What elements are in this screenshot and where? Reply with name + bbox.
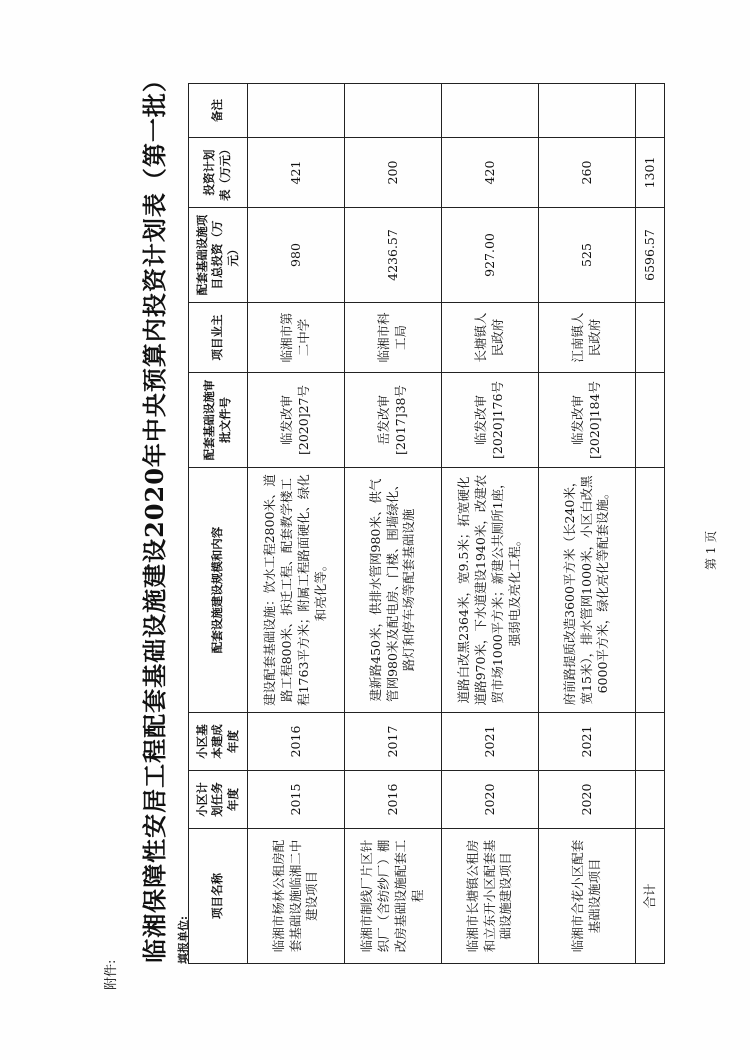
attachment-label: 附件: [104, 959, 119, 990]
header-name: 项目名称 [189, 829, 248, 964]
project-name: 临湘市制线厂片区针织厂（含纺纱厂）棚改房基础设施配套工程 [345, 829, 442, 964]
owner: 长塘镇人民政府 [442, 303, 539, 373]
table-row [442, 84, 539, 964]
empty-cell [636, 84, 665, 138]
build-year: 2017 [345, 713, 442, 771]
note [248, 84, 345, 138]
build-year: 2016 [248, 713, 345, 771]
scale-content: 建新路450米，供排水管网980米、供气管网980米及配电房、门楼、围墙绿化、路灯和停车场等配套基础设施 [345, 468, 442, 713]
empty-cell [636, 713, 665, 771]
plan-year: 2016 [345, 771, 442, 829]
document-title: 临湘保障性安居工程配套基础设施建设2020年中央预算内投资计划表（第一批） [140, 67, 169, 963]
plan-year: 2020 [539, 771, 636, 829]
plan-investment: 260 [539, 138, 636, 208]
plan-investment: 420 [442, 138, 539, 208]
owner: 临湘市第二中学 [248, 303, 345, 373]
scale-content: 建设配套基础设施：饮水工程2800米、道路工程800米、拆迁工程、配套教学楼工程1763平方米；附属工程路面硬化、绿化和亮化等。 [248, 468, 345, 713]
total-investment-sum: 6596.57 [636, 208, 665, 303]
doc-number: 临发改审[2020]176号 [442, 373, 539, 468]
header-plan-invest: 投资计划表（万元） [189, 138, 248, 208]
total-row [636, 84, 665, 964]
note [345, 84, 442, 138]
table-row [345, 84, 442, 964]
empty-cell [636, 373, 665, 468]
project-name: 临湘市合花小区配套基础设施项目 [539, 829, 636, 964]
investment-table [188, 83, 665, 964]
build-year: 2021 [539, 713, 636, 771]
header-owner: 项目业主 [189, 303, 248, 373]
empty-cell [636, 303, 665, 373]
total-investment: 927.00 [442, 208, 539, 303]
plan-investment: 421 [248, 138, 345, 208]
header-doc-no: 配套基础设施审批文件号 [189, 373, 248, 468]
header-row [189, 84, 248, 964]
filler-label: 填报单位: [177, 915, 190, 964]
total-investment: 4236.57 [345, 208, 442, 303]
plan-investment-sum: 1301 [636, 138, 665, 208]
empty-cell [636, 771, 665, 829]
total-label: 合计 [636, 829, 665, 964]
total-investment: 525 [539, 208, 636, 303]
build-year: 2021 [442, 713, 539, 771]
header-build-year: 小区基本建成年度 [189, 713, 248, 771]
page-number: 第 1 页 [704, 530, 718, 570]
total-investment: 980 [248, 208, 345, 303]
doc-number: 临发改审[2020]184号 [539, 373, 636, 468]
doc-number: 临发改审[2020]27号 [248, 373, 345, 468]
table-row [248, 84, 345, 964]
project-name: 临湘市杨林公租房配套基础设施临湘二中建设项目 [248, 829, 345, 964]
header-scale: 配套设施建设规模和内容 [189, 468, 248, 713]
owner: 临湘市科工局 [345, 303, 442, 373]
plan-investment: 200 [345, 138, 442, 208]
note [442, 84, 539, 138]
scale-content: 道路白改黑2364米，宽9.5米；拓宽硬化道路970米，下水道建设1940米，改建农贸市场1000平方米；新建公共厕所1座，强弱电及亮化工程。 [442, 468, 539, 713]
owner: 江南镇人民政府 [539, 303, 636, 373]
header-note: 备注 [189, 84, 248, 138]
header-plan-year: 小区计划任务年度 [189, 771, 248, 829]
plan-year: 2020 [442, 771, 539, 829]
note [539, 84, 636, 138]
project-name: 临湘市长塘镇公租房和立东开小区配套基础设施建设项目 [442, 829, 539, 964]
scale-content: 府前路提质改造3600平方米（长240米，宽15米），排水管网1000米，小区白改黑6000平方米，绿化亮化等配套设施。 [539, 468, 636, 713]
doc-number: 岳发改审[2017]38号 [345, 373, 442, 468]
table-row [539, 84, 636, 964]
plan-year: 2015 [248, 771, 345, 829]
empty-cell [636, 468, 665, 713]
header-total-invest: 配套基础设施项目总投资（万元） [189, 208, 248, 303]
